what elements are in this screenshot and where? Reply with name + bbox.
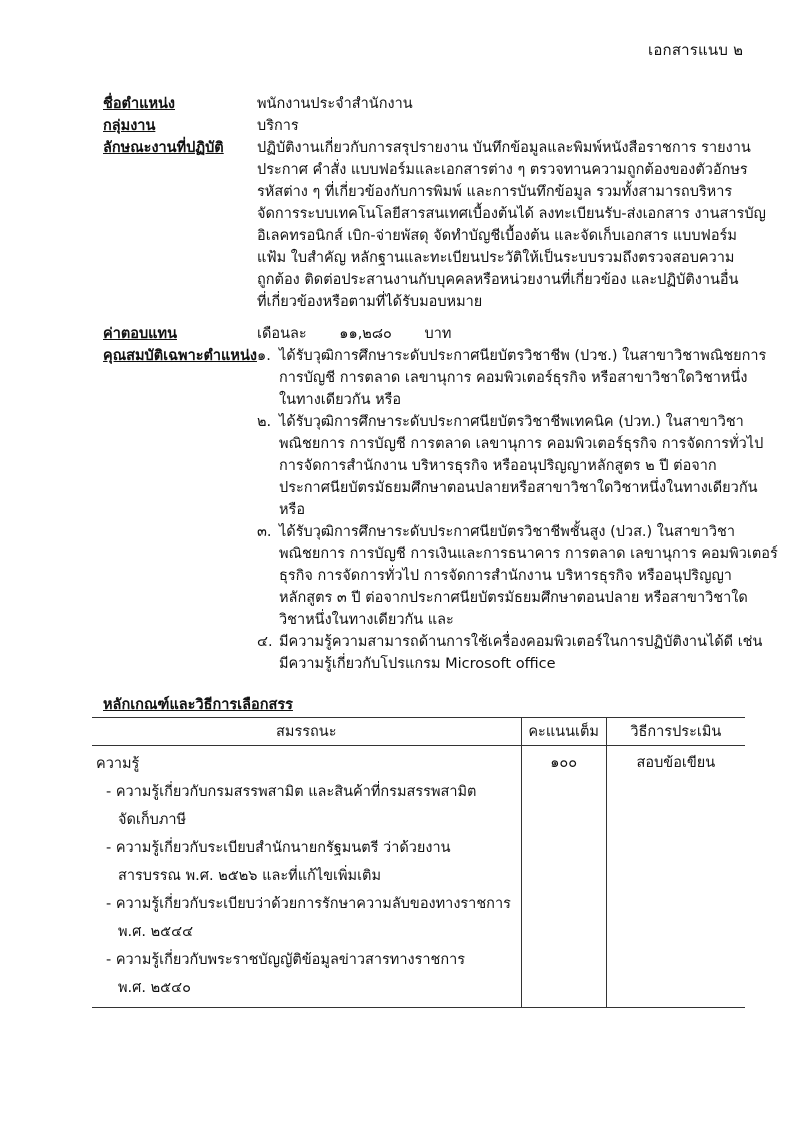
competency-item-line: - ความรู้เกี่ยวกับระเบียบว่าด้วยการรักษาความลับของทางราชการ xyxy=(106,896,511,912)
qualification-line: ได้รับวุฒิการศึกษาระดับประกาศนียบัตรวิชาชีพ (ปวช.) ในสาขาวิชาพณิชยการ xyxy=(279,348,767,364)
qualification-line: การจัดการสำนักงาน บริหารธุรกิจ หรืออนุปริญญาหลักสูตร ๒ ปี ต่อจาก xyxy=(279,458,717,474)
competency-heading: ความรู้ xyxy=(96,756,140,772)
qualifications-label: คุณสมบัติเฉพาะตำแหน่ง xyxy=(103,348,257,364)
qualification-line: ได้รับวุฒิการศึกษาระดับประกาศนียบัตรวิชาชีพเทคนิค (ปวท.) ในสาขาวิชา xyxy=(279,414,744,430)
competency-item-line: จัดเก็บภาษี xyxy=(118,812,187,828)
qualification-line: หรือ xyxy=(279,502,306,518)
qualification-line: การบัญชี การตลาด เลขานุการ คอมพิวเตอร์ธุรกิจ หรือสาขาวิชาใดวิชาหนึ่ง xyxy=(279,370,748,386)
position-name-value: พนักงานประจำสำนักงาน xyxy=(257,96,413,112)
qualification-item xyxy=(257,521,783,631)
duties-label: ลักษณะงานที่ปฏิบัติ xyxy=(103,140,224,156)
salary-prefix: เดือนละ xyxy=(257,326,307,342)
qualification-number: ๔. xyxy=(257,634,273,650)
competency-item xyxy=(96,834,517,890)
duties-line: จัดการระบบเทคโนโลยีสารสนเทศเบื้องต้นได้ ลงทะเบียนรับ-ส่งเอกสาร งานสารบัญ xyxy=(257,206,766,222)
competency-item-line: - ความรู้เกี่ยวกับระเบียบสำนักนายกรัฐมนตรี ว่าด้วยงาน xyxy=(106,840,451,856)
table-row xyxy=(92,746,745,1008)
duties-line: รหัสต่าง ๆ ที่เกี่ยวข้องกับการพิมพ์ และการบันทึกข้อมูล รวมทั้งสามารถบริหาร xyxy=(257,184,733,200)
competency-item xyxy=(96,778,517,834)
qualification-line: หลักสูตร ๓ ปี ต่อจากประกาศนียบัตรมัธยมศึกษาตอนปลาย หรือสาขาวิชาใด xyxy=(279,590,748,606)
selection-criteria-table xyxy=(92,717,745,1008)
duties-line: ที่เกี่ยวข้องหรือตามที่ได้รับมอบหมาย xyxy=(257,294,483,310)
competency-item-line: พ.ศ. ๒๕๔๐ xyxy=(118,980,191,996)
work-group-label: กลุ่มงาน xyxy=(103,118,156,134)
qualification-line: ได้รับวุฒิการศึกษาระดับประกาศนียบัตรวิชาชีพชั้นสูง (ปวส.) ในสาขาวิชา xyxy=(279,524,735,540)
competency-item-line: - ความรู้เกี่ยวกับกรมสรรพสามิต และสินค้าที่กรมสรรพสามิต xyxy=(106,784,477,800)
assessment-method-cell: สอบข้อเขียน xyxy=(606,746,745,1008)
salary-row xyxy=(103,323,783,345)
header-competency: สมรรถนะ xyxy=(92,718,521,746)
table-header-row xyxy=(92,718,745,746)
duties-text xyxy=(257,137,783,313)
selection-criteria-title: หลักเกณฑ์และวิธีการเลือกสรร xyxy=(103,697,293,713)
qualification-item xyxy=(257,631,783,675)
header-assessment-method: วิธีการประเมิน xyxy=(606,718,745,746)
qualification-item xyxy=(257,345,783,411)
qualification-line: วิชาหนึ่งในทางเดียวกัน และ xyxy=(279,612,454,628)
duties-line: ประกาศ คำสั่ง แบบฟอร์มและเอกสารต่าง ๆ ตรวจทานความถูกต้องของตัวอักษร xyxy=(257,162,748,178)
qualification-number: ๒. xyxy=(257,414,272,430)
position-name-row xyxy=(103,93,783,115)
qualification-line: พณิชยการ การบัญชี การตลาด เลขานุการ คอมพิวเตอร์ธุรกิจ การจัดการทั่วไป xyxy=(279,436,764,452)
duties-line: ปฏิบัติงานเกี่ยวกับการสรุปรายงาน บันทึกข้อมูลและพิมพ์หนังสือราชการ รายงาน xyxy=(257,140,751,156)
duties-line: อิเลคทรอนิกส์ เบิก-จ่ายพัสดุ จัดทำบัญชีเบื้องต้น และจัดเก็บเอกสาร แบบฟอร์ม xyxy=(257,228,737,244)
qualification-line: ในทางเดียวกัน หรือ xyxy=(279,392,402,408)
full-score-cell: ๑๐๐ xyxy=(521,746,606,1008)
qualification-number: ๓. xyxy=(257,524,272,540)
qualifications-list xyxy=(257,345,783,675)
duties-line: ถูกต้อง ติดต่อประสานงานกับบุคคลหรือหน่วยงานที่เกี่ยวข้อง และปฏิบัติงานอื่น xyxy=(257,272,739,288)
competency-item xyxy=(96,890,517,946)
header-full-score: คะแนนเต็ม xyxy=(521,718,606,746)
competency-item-line: พ.ศ. ๒๕๔๔ xyxy=(118,924,194,940)
qualification-line: ธุรกิจ การจัดการทั่วไป การจัดการสำนักงาน บริหารธุรกิจ หรืออนุปริญญา xyxy=(279,568,732,584)
qualification-number: ๑. xyxy=(257,348,271,364)
work-group-value: บริการ xyxy=(257,118,299,134)
qualifications-row xyxy=(103,345,783,675)
salary-value xyxy=(257,323,783,345)
qualification-line: พณิชยการ การบัญชี การเงินและการธนาคาร การตลาด เลขานุการ คอมพิวเตอร์ xyxy=(279,546,778,562)
qualification-item xyxy=(257,411,783,521)
duties-line: แฟ้ม ใบสำคัญ หลักฐานและทะเบียนประวัติให้เป็นระบบรวมถึงตรวจสอบความ xyxy=(257,250,735,266)
duties-row xyxy=(103,137,783,313)
qualification-line: ประกาศนียบัตรมัธยมศึกษาตอนปลายหรือสาขาวิชาใดวิชาหนึ่งในทางเดียวกัน xyxy=(279,480,758,496)
competency-cell xyxy=(92,746,521,1008)
position-name-label: ชื่อตำแหน่ง xyxy=(103,96,176,112)
salary-amount: ๑๑,๒๘๐ xyxy=(339,326,392,342)
salary-label: ค่าตอบแทน xyxy=(103,326,177,342)
qualification-line: มีความรู้ความสามารถด้านการใช้เครื่องคอมพิวเตอร์ในการปฏิบัติงานได้ดี เช่น xyxy=(279,634,763,650)
competency-item-line: - ความรู้เกี่ยวกับพระราชบัญญัติข้อมูลข่าวสารทางราชการ xyxy=(106,952,466,968)
competency-item xyxy=(96,946,517,1002)
attachment-label: เอกสารแนบ ๒ xyxy=(648,41,744,59)
salary-unit: บาท xyxy=(424,326,452,342)
qualification-line: มีความรู้เกี่ยวกับโปรแกรม Microsoft office xyxy=(279,656,556,672)
competency-item-line: สารบรรณ พ.ศ. ๒๕๒๖ และที่แก้ไขเพิ่มเติม xyxy=(118,868,382,884)
work-group-row xyxy=(103,115,783,137)
